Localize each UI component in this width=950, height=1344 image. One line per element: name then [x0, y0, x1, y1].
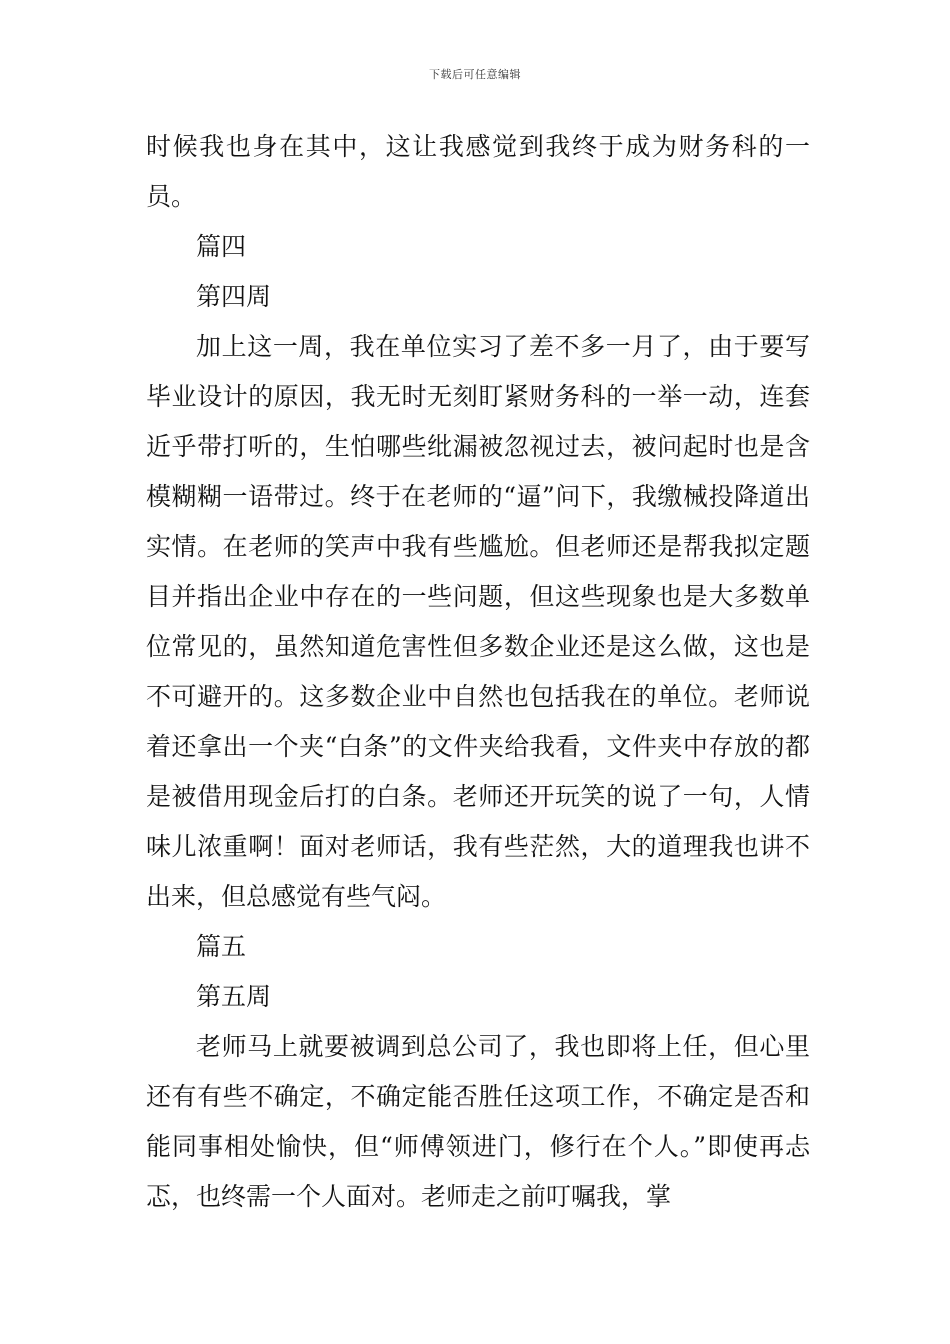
section-subtitle-week-5: 第五周 [196, 982, 272, 1011]
section-title-4: 篇四 [196, 232, 247, 261]
page-header: 下载后可任意编辑 [429, 68, 521, 81]
document-body [146, 122, 810, 1222]
section-subtitle-week-4: 第四周 [196, 282, 272, 311]
paragraph-continuation: 时候我也身在其中，这让我感觉到我终于成为财务科的一员。 [146, 132, 810, 211]
paragraph-week-5: 老师马上就要被调到总公司了，我也即将上任，但心里还有有些不确定，不确定能否胜任这项工作，不确定是否和能同事相处愉快，但“师傅领进门，修行在个人。”即使再忐忑，也终需一个人面对。老师走之前叮嘱我，掌 [146, 1032, 810, 1211]
paragraph-week-4: 加上这一周，我在单位实习了差不多一月了，由于要写毕业设计的原因，我无时无刻盯紧财务科的一举一动，连套近乎带打听的，生怕哪些纰漏被忽视过去，被问起时也是含模糊糊一语带过。终于在老师的“逼”问下，我缴械投降道出实情。在老师的笑声中我有些尴尬。但老师还是帮我拟定题目并指出企业中存在的一些问题，但这些现象也是大多数单位常见的，虽然知道危害性但多数企业还是这么做，这也是不可避开的。这多数企业中自然也包括我在的单位。老师说着还拿出一个夹“白条”的文件夹给我看，文件夹中存放的都是被借用现金后打的白条。老师还开玩笑的说了一句，人情味儿浓重啊！面对老师话，我有些茫然，大的道理我也讲不出来，但总感觉有些气闷。 [146, 332, 810, 911]
section-title-5: 篇五 [196, 932, 247, 961]
